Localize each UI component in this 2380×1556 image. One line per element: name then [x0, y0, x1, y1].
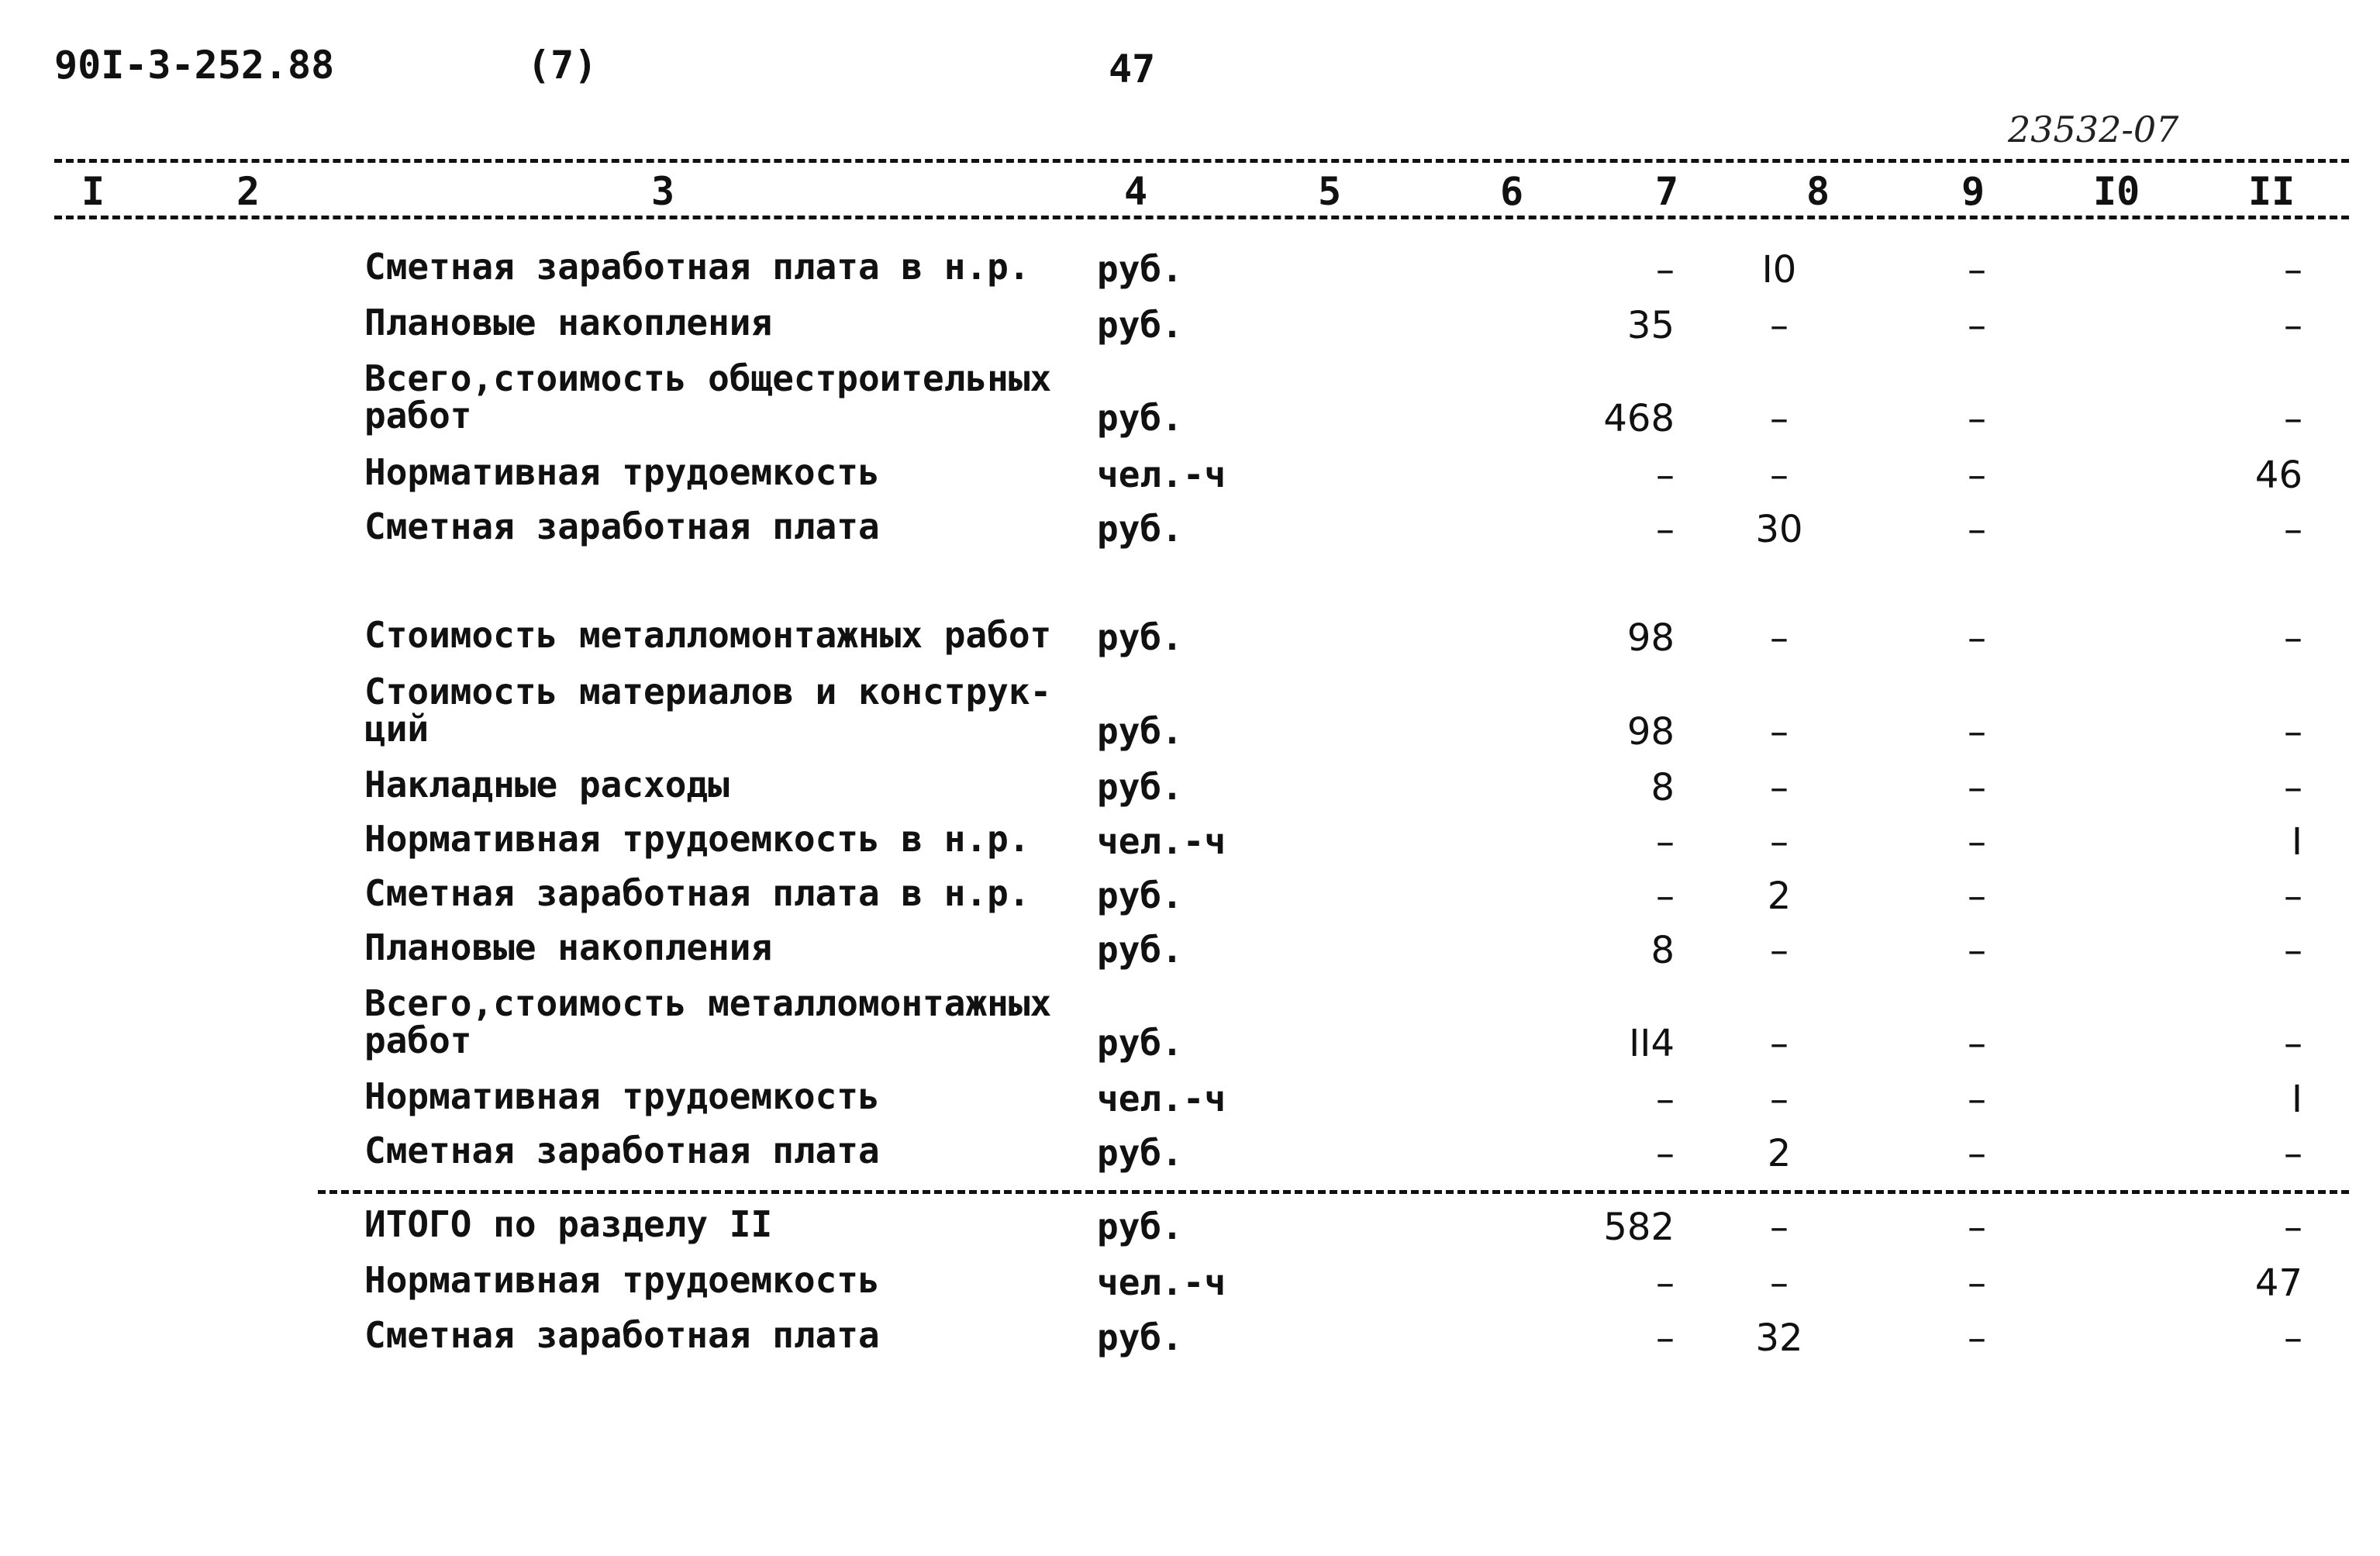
row-unit: руб.	[1097, 508, 1183, 550]
row-description: Нормативная трудоемкость	[364, 451, 880, 493]
cell-col9: –	[1968, 820, 1986, 864]
row-description: ИТОГО по разделу II	[364, 1203, 773, 1245]
row-description: Всего,стоимость металломонтажных работ	[364, 982, 1052, 1061]
cell-col11: –	[2284, 304, 2302, 347]
cell-col7: 98	[1626, 616, 1675, 660]
cell-col8: 30	[1755, 508, 1803, 551]
cell-col8: –	[1770, 710, 1788, 754]
cell-col8: –	[1770, 1022, 1788, 1065]
row-unit: руб.	[1097, 1206, 1183, 1247]
cell-col7: 98	[1626, 710, 1675, 754]
cell-col11: –	[2284, 248, 2302, 292]
cell-col11: –	[2284, 397, 2302, 440]
row-unit: руб.	[1097, 929, 1183, 971]
row-unit: руб.	[1097, 616, 1183, 658]
cell-col9: –	[1968, 397, 1986, 440]
cell-col9: –	[1968, 875, 1986, 918]
row-unit: чел.-ч	[1097, 454, 1226, 495]
cell-col8: –	[1770, 304, 1788, 347]
column-number: 4	[1124, 169, 1148, 214]
cell-col8: –	[1770, 766, 1788, 809]
row-unit: руб.	[1097, 1022, 1183, 1064]
row-unit: руб.	[1097, 397, 1183, 439]
cell-col11: –	[2284, 766, 2302, 809]
cell-col9: –	[1968, 710, 1986, 754]
column-number: 5	[1318, 169, 1342, 214]
cell-col11: –	[2284, 1206, 2302, 1249]
cell-col7: –	[1656, 1132, 1675, 1175]
cell-col8: 2	[1767, 875, 1792, 918]
column-number: 6	[1500, 169, 1524, 214]
cell-col9: –	[1968, 454, 1986, 497]
row-unit: чел.-ч	[1097, 1261, 1226, 1303]
cell-col7: –	[1656, 1261, 1675, 1305]
column-number: 3	[651, 169, 675, 214]
cell-col11: –	[2284, 1132, 2302, 1175]
cell-col8: –	[1770, 397, 1788, 440]
row-description: Накладные расходы	[364, 764, 730, 806]
row-description: Нормативная трудоемкость	[364, 1075, 880, 1117]
row-description: Плановые накопления	[364, 302, 773, 343]
cell-col11: I	[2291, 820, 2302, 864]
cell-col9: –	[1968, 616, 1986, 660]
cell-col9: –	[1968, 1316, 1986, 1360]
row-description: Сметная заработная плата	[364, 1314, 880, 1356]
cell-col11: –	[2284, 710, 2302, 754]
cell-col9: –	[1968, 248, 1986, 292]
page-number: 47	[1109, 47, 1156, 91]
row-unit: руб.	[1097, 710, 1183, 752]
cell-col7: 35	[1626, 304, 1675, 347]
cell-col8: 2	[1767, 1132, 1792, 1175]
column-number: 8	[1806, 169, 1830, 214]
cell-col8: –	[1770, 1206, 1788, 1249]
cell-col9: –	[1968, 1022, 1986, 1065]
row-unit: чел.-ч	[1097, 820, 1226, 862]
cell-col11: –	[2284, 929, 2302, 972]
cell-col7: 8	[1650, 766, 1675, 809]
row-description: Сметная заработная плата	[364, 505, 880, 547]
row-description: Стоимость металломонтажных работ	[364, 614, 1052, 656]
cell-col7: –	[1656, 875, 1675, 918]
cell-col7: –	[1656, 820, 1675, 864]
cell-col8: –	[1770, 929, 1788, 972]
cell-col7: –	[1656, 248, 1675, 292]
header-bottom-rule	[54, 216, 2349, 219]
cell-col11: –	[2284, 1022, 2302, 1065]
row-description: Сметная заработная плата в н.р.	[364, 246, 1030, 288]
column-number: 7	[1655, 169, 1679, 214]
cell-col7: –	[1656, 1316, 1675, 1360]
cell-col8: –	[1770, 820, 1788, 864]
sheet-reference: (7)	[527, 43, 598, 88]
cell-col7: II4	[1629, 1022, 1675, 1065]
cell-col9: –	[1968, 1078, 1986, 1121]
row-description: Сметная заработная плата в н.р.	[364, 872, 1030, 914]
cell-col9: –	[1968, 508, 1986, 551]
cell-col11: –	[2284, 508, 2302, 551]
column-number: 2	[236, 169, 260, 214]
row-description: Плановые накопления	[364, 926, 773, 968]
cell-col11: –	[2284, 616, 2302, 660]
cell-col7: –	[1656, 508, 1675, 551]
row-unit: руб.	[1097, 1316, 1183, 1358]
cell-col8: –	[1770, 616, 1788, 660]
row-unit: руб.	[1097, 766, 1183, 808]
row-description: Нормативная трудоемкость в н.р.	[364, 818, 1030, 860]
row-description: Нормативная трудоемкость	[364, 1259, 880, 1301]
column-number: II	[2248, 169, 2295, 214]
row-description: Всего,стоимость общестроительных работ	[364, 357, 1052, 436]
column-number: I	[81, 169, 105, 214]
cell-col8: –	[1770, 1261, 1788, 1305]
row-unit: руб.	[1097, 304, 1183, 346]
cell-col8: –	[1770, 454, 1788, 497]
cell-col9: –	[1968, 929, 1986, 972]
cell-col8: 32	[1755, 1316, 1803, 1360]
cell-col7: 468	[1603, 397, 1675, 440]
row-unit: руб.	[1097, 875, 1183, 916]
cell-col9: –	[1968, 1206, 1986, 1249]
row-unit: руб.	[1097, 1132, 1183, 1174]
cell-col11: –	[2284, 875, 2302, 918]
cell-col11: I	[2291, 1078, 2302, 1121]
cell-col11: 46	[2254, 454, 2302, 497]
cell-col11: 47	[2254, 1261, 2302, 1305]
cell-col9: –	[1968, 304, 1986, 347]
archive-stamp: 23532-07	[2008, 109, 2179, 150]
column-number: 9	[1961, 169, 1985, 214]
cell-col8: –	[1770, 1078, 1788, 1121]
cell-col7: –	[1656, 1078, 1675, 1121]
cell-col11: –	[2284, 1316, 2302, 1360]
cell-col9: –	[1968, 1132, 1986, 1175]
cell-col7: 582	[1603, 1206, 1675, 1249]
row-description: Стоимость материалов и конструк- ций	[364, 671, 1052, 750]
cell-col7: 8	[1650, 929, 1675, 972]
document-code: 90I-3-252.88	[54, 43, 335, 88]
cell-col8: I0	[1761, 248, 1797, 292]
column-number: I0	[2093, 169, 2140, 214]
row-unit: руб.	[1097, 248, 1183, 290]
row-unit: чел.-ч	[1097, 1078, 1226, 1120]
cell-col7: –	[1656, 454, 1675, 497]
row-description: Сметная заработная плата	[364, 1130, 880, 1171]
header-top-rule	[54, 159, 2349, 163]
cell-col9: –	[1968, 766, 1986, 809]
section-total-rule	[318, 1190, 2349, 1194]
cell-col9: –	[1968, 1261, 1986, 1305]
